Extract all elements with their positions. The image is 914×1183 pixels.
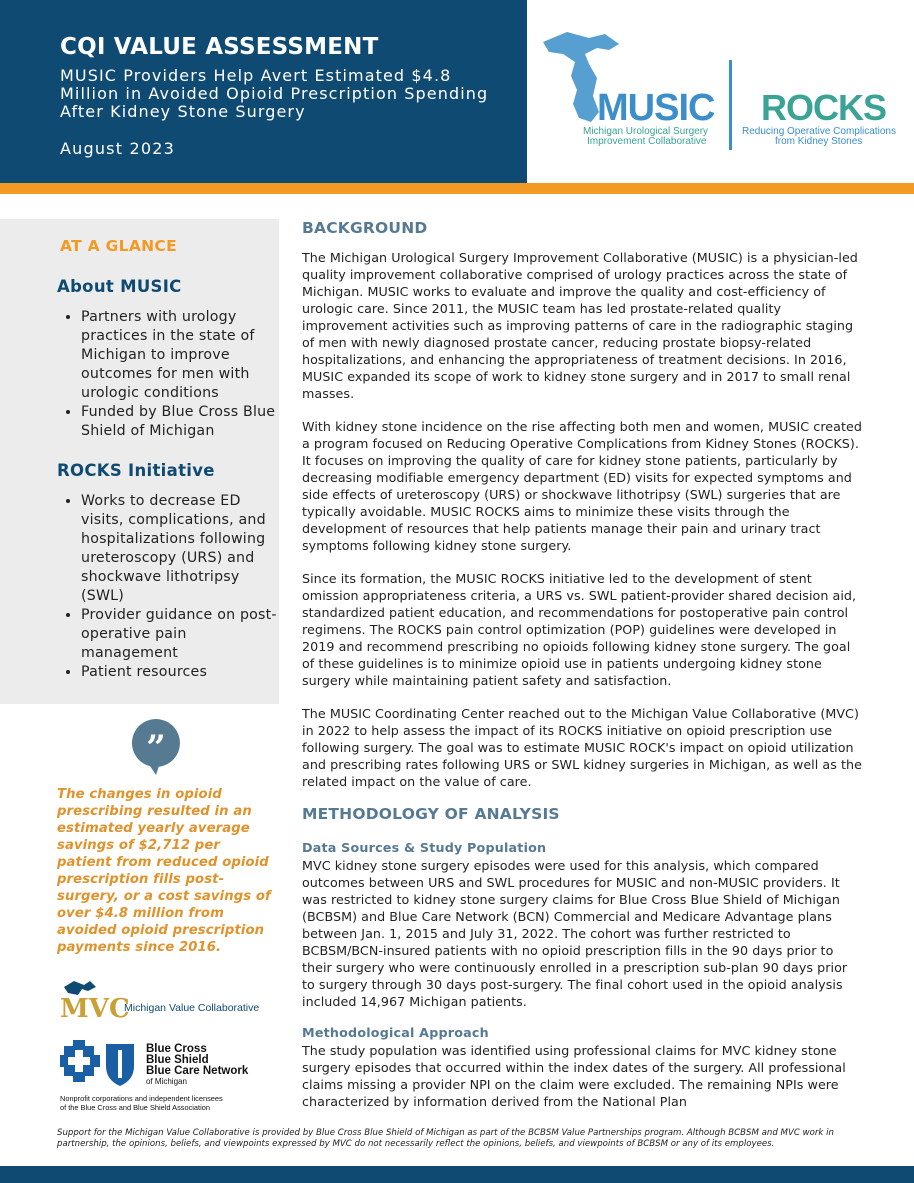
data-sources-paragraph: MVC kidney stone surgery episodes were used for this analysis, which compared outcomes between URS and SWL procedures for MUSIC and non-MUSIC providers. It was restricted to kidney stone surgery claims for Blue Cross Blue Shield of Michigan (BCBSM) and Blue Care Network (BCN) Commercial and Medicare Advantage plans between Jan. 1, 2015 and July 31, 2022. The cohort was further restricted to BCBSM/BCN-insured patients with no opioid prescription fills in the 90 days prior to their surgery who were continuously enrolled in a prescription sub-plan 90 days prior to surgery through 30 days post-surgery. The final cohort used in the opioid analysis included 14,967 Michigan patients. [302, 858, 848, 1009]
methodological-approach-paragraph: The study population was identified using professional claims for MVC kidney stone surgery episodes that occurred within the index dates of the surgery. All professional claims missing a provider NPI on the claim were excluded. The remaining NPIs were characterized by information derived from the National Plan [302, 1043, 846, 1109]
svg-text:Michigan Value Collaborative: Michigan Value Collaborative [124, 1002, 260, 1014]
methodology-heading: METHODOLOGY OF ANALYSIS [302, 805, 560, 823]
bcbs-logo [60, 1040, 260, 1112]
about-music-heading: About MUSIC [57, 277, 182, 296]
background-paragraph-2: With kidney stone incidence on the rise affecting both men and women, MUSIC created a program focused on Reducing Operative Complications from Kidney Stones (ROCKS). It focuses on improving the quality of care for kidney stone patients, particularly by decreasing modifiable emergency department (ED) visits for expected symptoms and side effects of ureteroscopy (URS) or shockwave lithotripsy (SWL) surgeries that are typically avoidable. MUSIC ROCKS aims to minimize these visits through the development of resources that help patients manage their pain and urinary tract symptoms following kidney stone surgery. [302, 419, 862, 553]
svg-text:Blue Shield: Blue Shield [146, 1054, 209, 1066]
rocks-caption-2: from Kidney Stones [775, 136, 863, 147]
page-subtitle: MUSIC Providers Help Avert Estimated $4.8 Million in Avoided Opioid Prescription Spending After Kidney Stone Surgery [60, 66, 489, 121]
rocks-initiative-list [57, 492, 281, 682]
header-banner [0, 0, 527, 183]
svg-text:Nonprofit corporations and ind: Nonprofit corporations and independent licensees [60, 1094, 223, 1103]
at-a-glance-heading: AT A GLANCE [60, 237, 177, 255]
logo-area [527, 0, 914, 183]
rocks-caption-1: Reducing Operative Complications [742, 126, 896, 137]
svg-text:”: ” [146, 728, 166, 768]
page-title: CQI VALUE ASSESSMENT [60, 34, 379, 60]
music-rocks-logo [527, 0, 914, 183]
svg-text:of the Blue Cross and Blue Shi: of the Blue Cross and Blue Shield Association [60, 1103, 210, 1112]
about-music-list [57, 308, 281, 441]
music-caption-2: Improvement Collaborative [587, 136, 707, 147]
pull-quote: The changes in opioid prescribing resulted in an estimated yearly average savings of $2,712 per patient from reduced opioid prescription fills post-surgery, or a cost savings of over $4.8 million from avoided opioid prescription payments since 2016. [57, 787, 271, 955]
background-heading: BACKGROUND [302, 219, 428, 237]
methodological-approach-subheading: Methodological Approach [302, 1025, 489, 1040]
svg-text:of Michigan: of Michigan [146, 1077, 187, 1086]
funding-footnote: Support for the Michigan Value Collaborative is provided by Blue Cross Blue Shield of Michigan as part of the BCBSM Value Partnerships program. Although BCBSM and MVC work in partnership, the opinions, beliefs, and viewpoints expressed by MVC do not necessarily reflect the opinions, beliefs, and viewpoints of BCBSM or any of its employees. [57, 1128, 834, 1149]
svg-text:Blue Cross: Blue Cross [146, 1043, 207, 1055]
svg-text:Blue Care Network: Blue Care Network [146, 1065, 249, 1077]
background-paragraph-3: Since its formation, the MUSIC ROCKS initiative led to the development of stent omission appropriateness criteria, a URS vs. SWL patient-provider shared decision aid, standardized patient education, and recommendations for postoperative pain control regimens. The ROCKS pain control optimization (POP) guidelines were developed in 2019 and recommend prescribing no opioids following kidney stone surgery. The goal of these guidelines is to minimize opioid use in patients undergoing kidney stone surgery while maintaining patient safety and satisfaction. [302, 571, 857, 688]
list-item: • Funded by Blue Cross Blue Shield of Michigan [81, 403, 281, 441]
background-paragraph-4: The MUSIC Coordinating Center reached out to the Michigan Value Collaborative (MVC) in 2022 to help assess the impact of its ROCKS initiative on opioid prescription use following surgery. The goal was to estimate MUSIC ROCK's impact on opioid utilization and prescribing rates following URS or SWL kidney surgeries in Michigan, as well as the related impact on the value of care. [302, 706, 862, 789]
music-logo-word: MUSIC [597, 87, 715, 129]
publication-date: August 2023 [60, 139, 175, 158]
list-item: • Provider guidance on post-operative pain management [81, 606, 281, 663]
list-item: • Patient resources [81, 663, 281, 682]
orange-divider-bar [0, 183, 914, 194]
data-sources-subheading: Data Sources & Study Population [302, 840, 547, 855]
rocks-initiative-heading: ROCKS Initiative [57, 461, 215, 480]
music-caption-1: Michigan Urological Surgery [583, 126, 709, 137]
rocks-logo-word: ROCKS [761, 87, 887, 128]
mvc-logo [60, 977, 260, 1021]
quote-icon [130, 717, 182, 781]
background-paragraph-1: The Michigan Urological Surgery Improvement Collaborative (MUSIC) is a physician-led quality improvement collaborative comprised of urology practices across the state of Michigan. MUSIC works to evaluate and improve the quality and cost-efficiency of urologic care. Since 2011, the MUSIC team has led prostate-related quality improvement activities such as improving patterns of care in the radiographic staging of men with newly diagnosed prostate cancer, reducing prostate biopsy-related hospitalizations, and enhancing the appropriateness of treatment decisions. In 2016, MUSIC expanded its scope of work to kidney stone surgery and in 2017 to small renal masses. [302, 250, 858, 401]
bottom-bar [0, 1166, 914, 1183]
list-item: • Works to decrease ED visits, complications, and hospitalizations following ureteroscopy (URS) and shockwave lithotripsy (SWL) [81, 492, 281, 606]
svg-text:MVC: MVC [60, 994, 130, 1021]
list-item: • Partners with urology practices in the state of Michigan to improve outcomes for men with urologic conditions [81, 308, 281, 403]
logo-divider [729, 60, 732, 150]
